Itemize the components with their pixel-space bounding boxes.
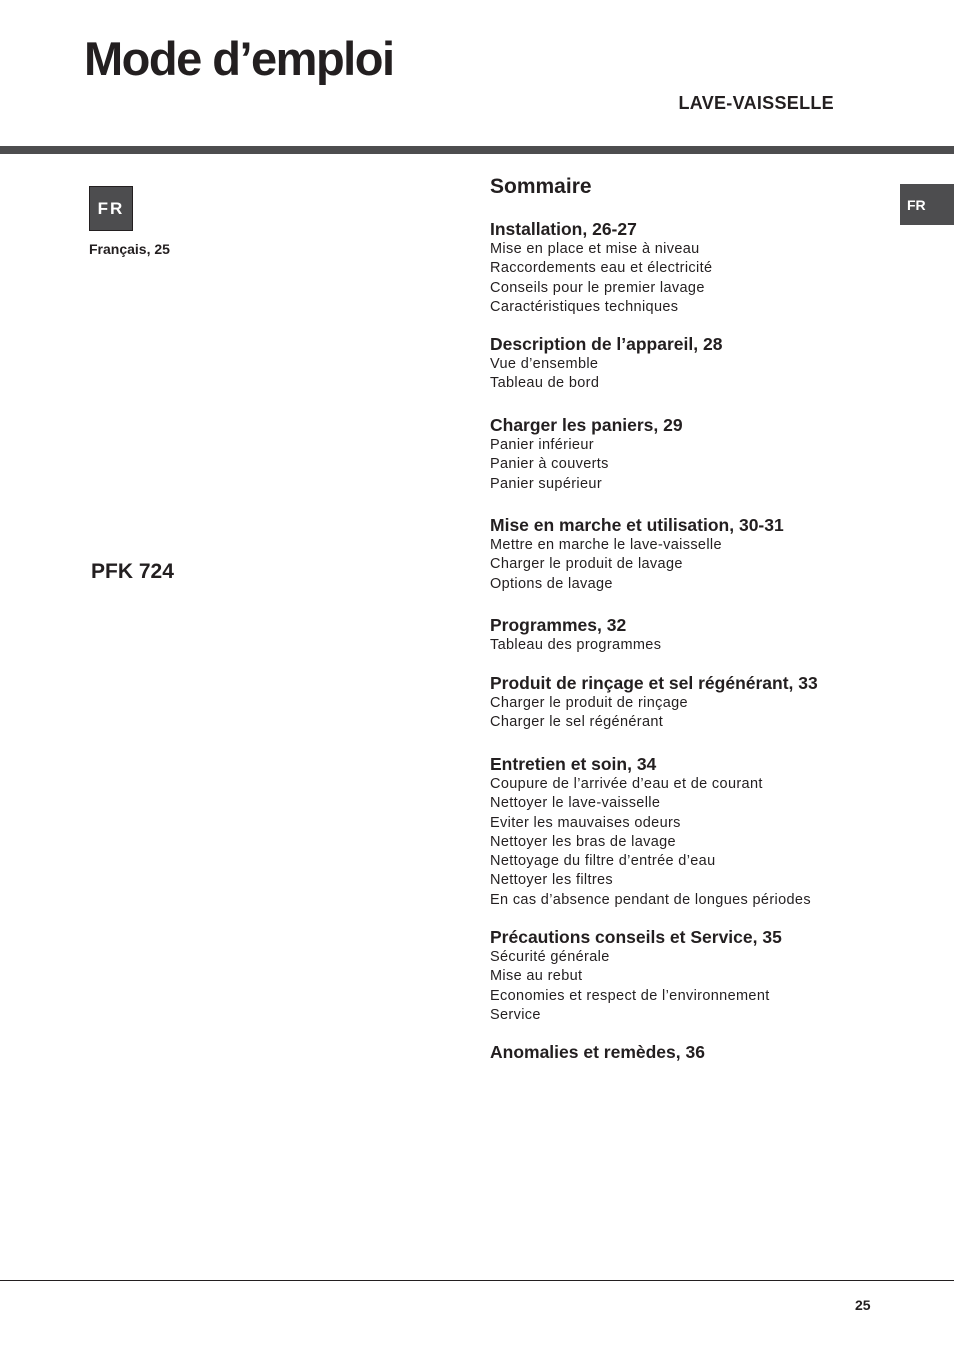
- toc-section-precautions: [490, 926, 782, 1025]
- toc-heading: Sommaire: [490, 175, 592, 198]
- toc-item: Vue d’ensemble: [490, 356, 599, 372]
- toc-item: Charger le produit de lavage: [490, 556, 683, 573]
- toc-section-title: Anomalies et remèdes, 36: [490, 1042, 705, 1062]
- toc-item: Conseils pour le premier lavage: [490, 279, 705, 296]
- toc-section-title: Installation, 26-27: [490, 219, 637, 239]
- toc-section-utilisation: [490, 514, 784, 594]
- model-name: PFK 724: [91, 560, 174, 583]
- toc-item: Mise au rebut: [490, 968, 583, 985]
- product-category: LAVE-VAISSELLE: [678, 93, 834, 113]
- toc-item: Nettoyer les filtres: [490, 872, 614, 889]
- toc-section-title: Entretien et soin, 34: [490, 754, 657, 774]
- toc-item: Panier à couverts: [490, 456, 609, 473]
- toc-item: En cas d’absence pendant de longues périodes: [490, 891, 811, 908]
- language-badge: FR: [89, 186, 133, 231]
- toc-item: Charger le sel régénérant: [490, 714, 664, 731]
- toc-section-paniers: [490, 414, 683, 494]
- toc-item: Panier supérieur: [490, 475, 602, 492]
- toc-section-title: Programmes, 32: [490, 615, 627, 635]
- toc-section-description: [490, 333, 722, 394]
- toc-item: Nettoyer le lave-vaisselle: [490, 795, 661, 812]
- toc-section-title: Produit de rinçage et sel régénérant, 33: [490, 673, 818, 693]
- toc-section-title: Mise en marche et utilisation, 30-31: [490, 515, 784, 535]
- toc-item: Panier inférieur: [490, 437, 594, 453]
- toc-item: Raccordements eau et électricité: [490, 260, 713, 277]
- toc-item: Mettre en marche le lave-vaisselle: [490, 537, 722, 553]
- toc-item: Mise en place et mise à niveau: [490, 241, 700, 257]
- toc-section-title: Précautions conseils et Service, 35: [490, 927, 782, 947]
- toc-item: Charger le produit de rinçage: [490, 695, 688, 711]
- toc-item: Caractéristiques techniques: [490, 298, 679, 315]
- language-index: Français, 25: [89, 241, 170, 257]
- toc-item: Economies et respect de l’environnement: [490, 987, 770, 1004]
- toc-section-rincage: [490, 672, 818, 733]
- toc-item: Sécurité générale: [490, 949, 610, 965]
- toc-section-title: Description de l’appareil, 28: [490, 334, 723, 354]
- toc-section-programmes: [490, 614, 661, 655]
- toc-item: Tableau des programmes: [490, 637, 662, 653]
- toc-section-entretien: [490, 753, 811, 910]
- toc-section-anomalies: [490, 1041, 705, 1063]
- toc-item: Tableau de bord: [490, 375, 600, 392]
- page-number: 25: [855, 1297, 871, 1313]
- toc-item: Service: [490, 1006, 541, 1023]
- toc-item: Nettoyer les bras de lavage: [490, 833, 676, 850]
- toc-item: Coupure de l’arrivée d’eau et de courant: [490, 776, 763, 792]
- toc-section-title: Charger les paniers, 29: [490, 415, 683, 435]
- toc-item: Eviter les mauvaises odeurs: [490, 814, 681, 831]
- toc-item: Options de lavage: [490, 575, 613, 592]
- page-title: Mode d’emploi: [84, 32, 394, 85]
- header-divider: [0, 146, 954, 154]
- toc-section-installation: [490, 218, 712, 317]
- language-side-tab: FR: [900, 184, 954, 225]
- footer-divider: [0, 1280, 954, 1281]
- toc-item: Nettoyage du filtre d’entrée d’eau: [490, 853, 716, 870]
